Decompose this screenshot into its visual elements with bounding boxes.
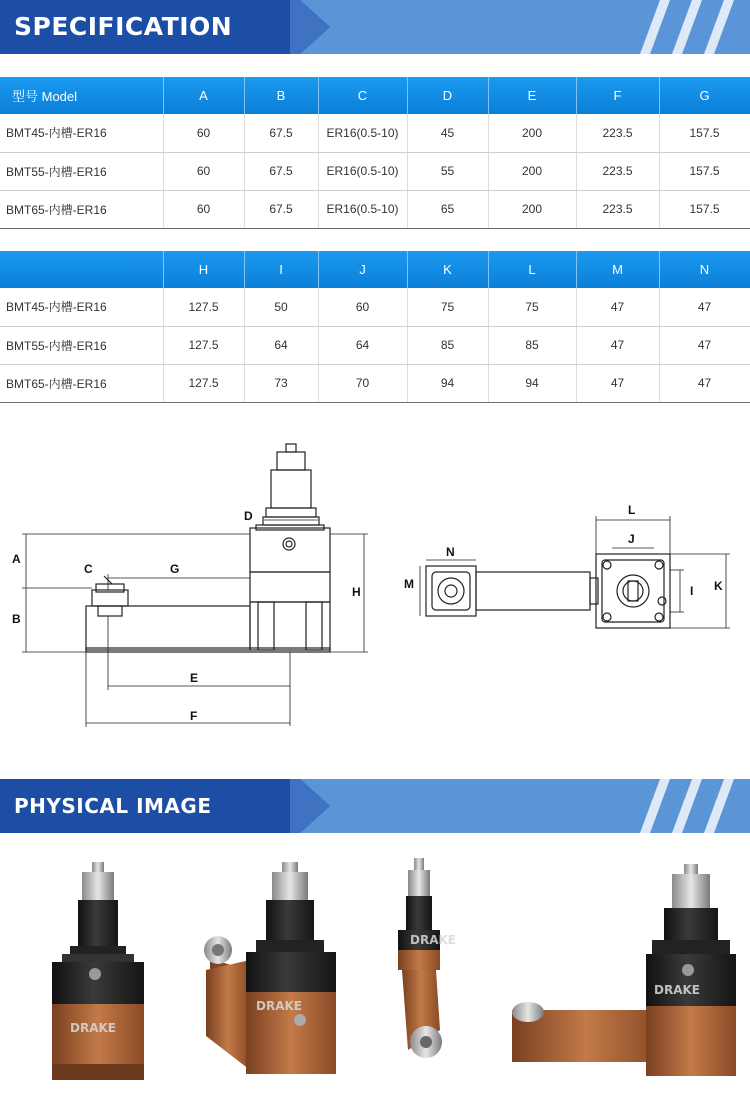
table-cell: 200 <box>488 152 576 190</box>
table-cell: 73 <box>244 364 318 402</box>
table-row <box>0 114 750 152</box>
side-dimensions <box>22 520 368 727</box>
table-cell: 47 <box>659 326 750 364</box>
table-cell: 75 <box>488 288 576 326</box>
dim-label-a: A <box>12 552 21 566</box>
dim-label-d: D <box>244 509 253 523</box>
column-header: D <box>407 77 488 114</box>
table-cell: BMT45-内槽-ER16 <box>0 114 163 152</box>
table-cell: 200 <box>488 114 576 152</box>
table-cell: ER16(0.5-10) <box>318 114 407 152</box>
table-row <box>0 364 750 402</box>
table-cell: 47 <box>576 326 659 364</box>
column-header: F <box>576 77 659 114</box>
table-cell: 157.5 <box>659 152 750 190</box>
dim-label-e: E <box>190 671 199 685</box>
product-photo-2 <box>204 862 336 1074</box>
table-cell: 157.5 <box>659 114 750 152</box>
table-cell: BMT45-内槽-ER16 <box>0 288 163 326</box>
table-cell: 60 <box>163 190 244 228</box>
table-cell: 67.5 <box>244 114 318 152</box>
table-cell: BMT65-内槽-ER16 <box>0 364 163 402</box>
table-cell: 223.5 <box>576 152 659 190</box>
column-header: L <box>488 251 576 288</box>
dim-label-i: I <box>690 584 694 598</box>
table-cell: 67.5 <box>244 190 318 228</box>
side-view-drawing <box>86 444 330 652</box>
spec-table-2 <box>0 251 750 403</box>
table-cell: 157.5 <box>659 190 750 228</box>
table-cell: 55 <box>407 152 488 190</box>
table-cell: 75 <box>407 288 488 326</box>
table-row <box>0 190 750 228</box>
column-header <box>0 251 163 288</box>
table-cell: 94 <box>488 364 576 402</box>
table-cell: 64 <box>318 326 407 364</box>
dim-label-n: N <box>446 545 455 559</box>
table-header-row <box>0 77 750 114</box>
specification-banner <box>0 0 750 54</box>
dim-label-b: B <box>12 612 21 626</box>
column-header: B <box>244 77 318 114</box>
table-cell: BMT55-内槽-ER16 <box>0 152 163 190</box>
column-header: M <box>576 251 659 288</box>
product-photo-1 <box>52 862 144 1080</box>
table-cell: 127.5 <box>163 364 244 402</box>
dim-label-h: H <box>352 585 361 599</box>
table-cell: 85 <box>407 326 488 364</box>
brand-logo-2: DRAKE <box>256 999 302 1013</box>
table-row <box>0 152 750 190</box>
table-cell: 70 <box>318 364 407 402</box>
column-header: I <box>244 251 318 288</box>
table-cell: 47 <box>576 364 659 402</box>
column-header: K <box>407 251 488 288</box>
technical-drawing <box>0 430 750 740</box>
brand-logo-3: DRAKE <box>410 933 456 947</box>
table-cell: 94 <box>407 364 488 402</box>
brand-logo-4: DRAKE <box>654 983 700 997</box>
column-header: C <box>318 77 407 114</box>
column-header: H <box>163 251 244 288</box>
column-header: N <box>659 251 750 288</box>
table-cell: 127.5 <box>163 288 244 326</box>
table-cell: 200 <box>488 190 576 228</box>
column-header: A <box>163 77 244 114</box>
table-cell: 127.5 <box>163 326 244 364</box>
product-photos <box>0 840 750 1096</box>
table-cell: 47 <box>659 288 750 326</box>
table-cell: 60 <box>318 288 407 326</box>
table-cell: ER16(0.5-10) <box>318 190 407 228</box>
dim-label-c: C <box>84 562 93 576</box>
product-photo-3 <box>398 858 456 1058</box>
table-cell: 85 <box>488 326 576 364</box>
column-header: G <box>659 77 750 114</box>
column-header: 型号 Model <box>0 77 163 114</box>
dim-label-m: M <box>404 577 414 591</box>
table-cell: BMT65-内槽-ER16 <box>0 190 163 228</box>
table-row <box>0 326 750 364</box>
dim-label-k: K <box>714 579 723 593</box>
dim-label-g: G <box>170 562 180 576</box>
top-view-drawing <box>426 554 670 628</box>
table-header-row <box>0 251 750 288</box>
table-cell: 67.5 <box>244 152 318 190</box>
table-row <box>0 288 750 326</box>
table-cell: ER16(0.5-10) <box>318 152 407 190</box>
table-cell: 47 <box>576 288 659 326</box>
column-header: E <box>488 77 576 114</box>
dim-label-f: F <box>190 709 198 723</box>
table-cell: 45 <box>407 114 488 152</box>
product-photo-4 <box>512 864 736 1076</box>
dim-label-l: L <box>628 503 636 517</box>
spec-table-1 <box>0 77 750 229</box>
physical-image-banner <box>0 779 750 833</box>
brand-logo-1: DRAKE <box>70 1021 116 1035</box>
specification-title: SPECIFICATION <box>14 12 233 41</box>
table-cell: 223.5 <box>576 190 659 228</box>
column-header: J <box>318 251 407 288</box>
table-cell: 60 <box>163 152 244 190</box>
dim-label-j: J <box>628 532 635 546</box>
table-cell: 64 <box>244 326 318 364</box>
table-cell: 223.5 <box>576 114 659 152</box>
table-cell: 50 <box>244 288 318 326</box>
physical-image-title: PHYSICAL IMAGE <box>14 794 212 818</box>
table-cell: 47 <box>659 364 750 402</box>
table-cell: 60 <box>163 114 244 152</box>
table-cell: BMT55-内槽-ER16 <box>0 326 163 364</box>
table-cell: 65 <box>407 190 488 228</box>
